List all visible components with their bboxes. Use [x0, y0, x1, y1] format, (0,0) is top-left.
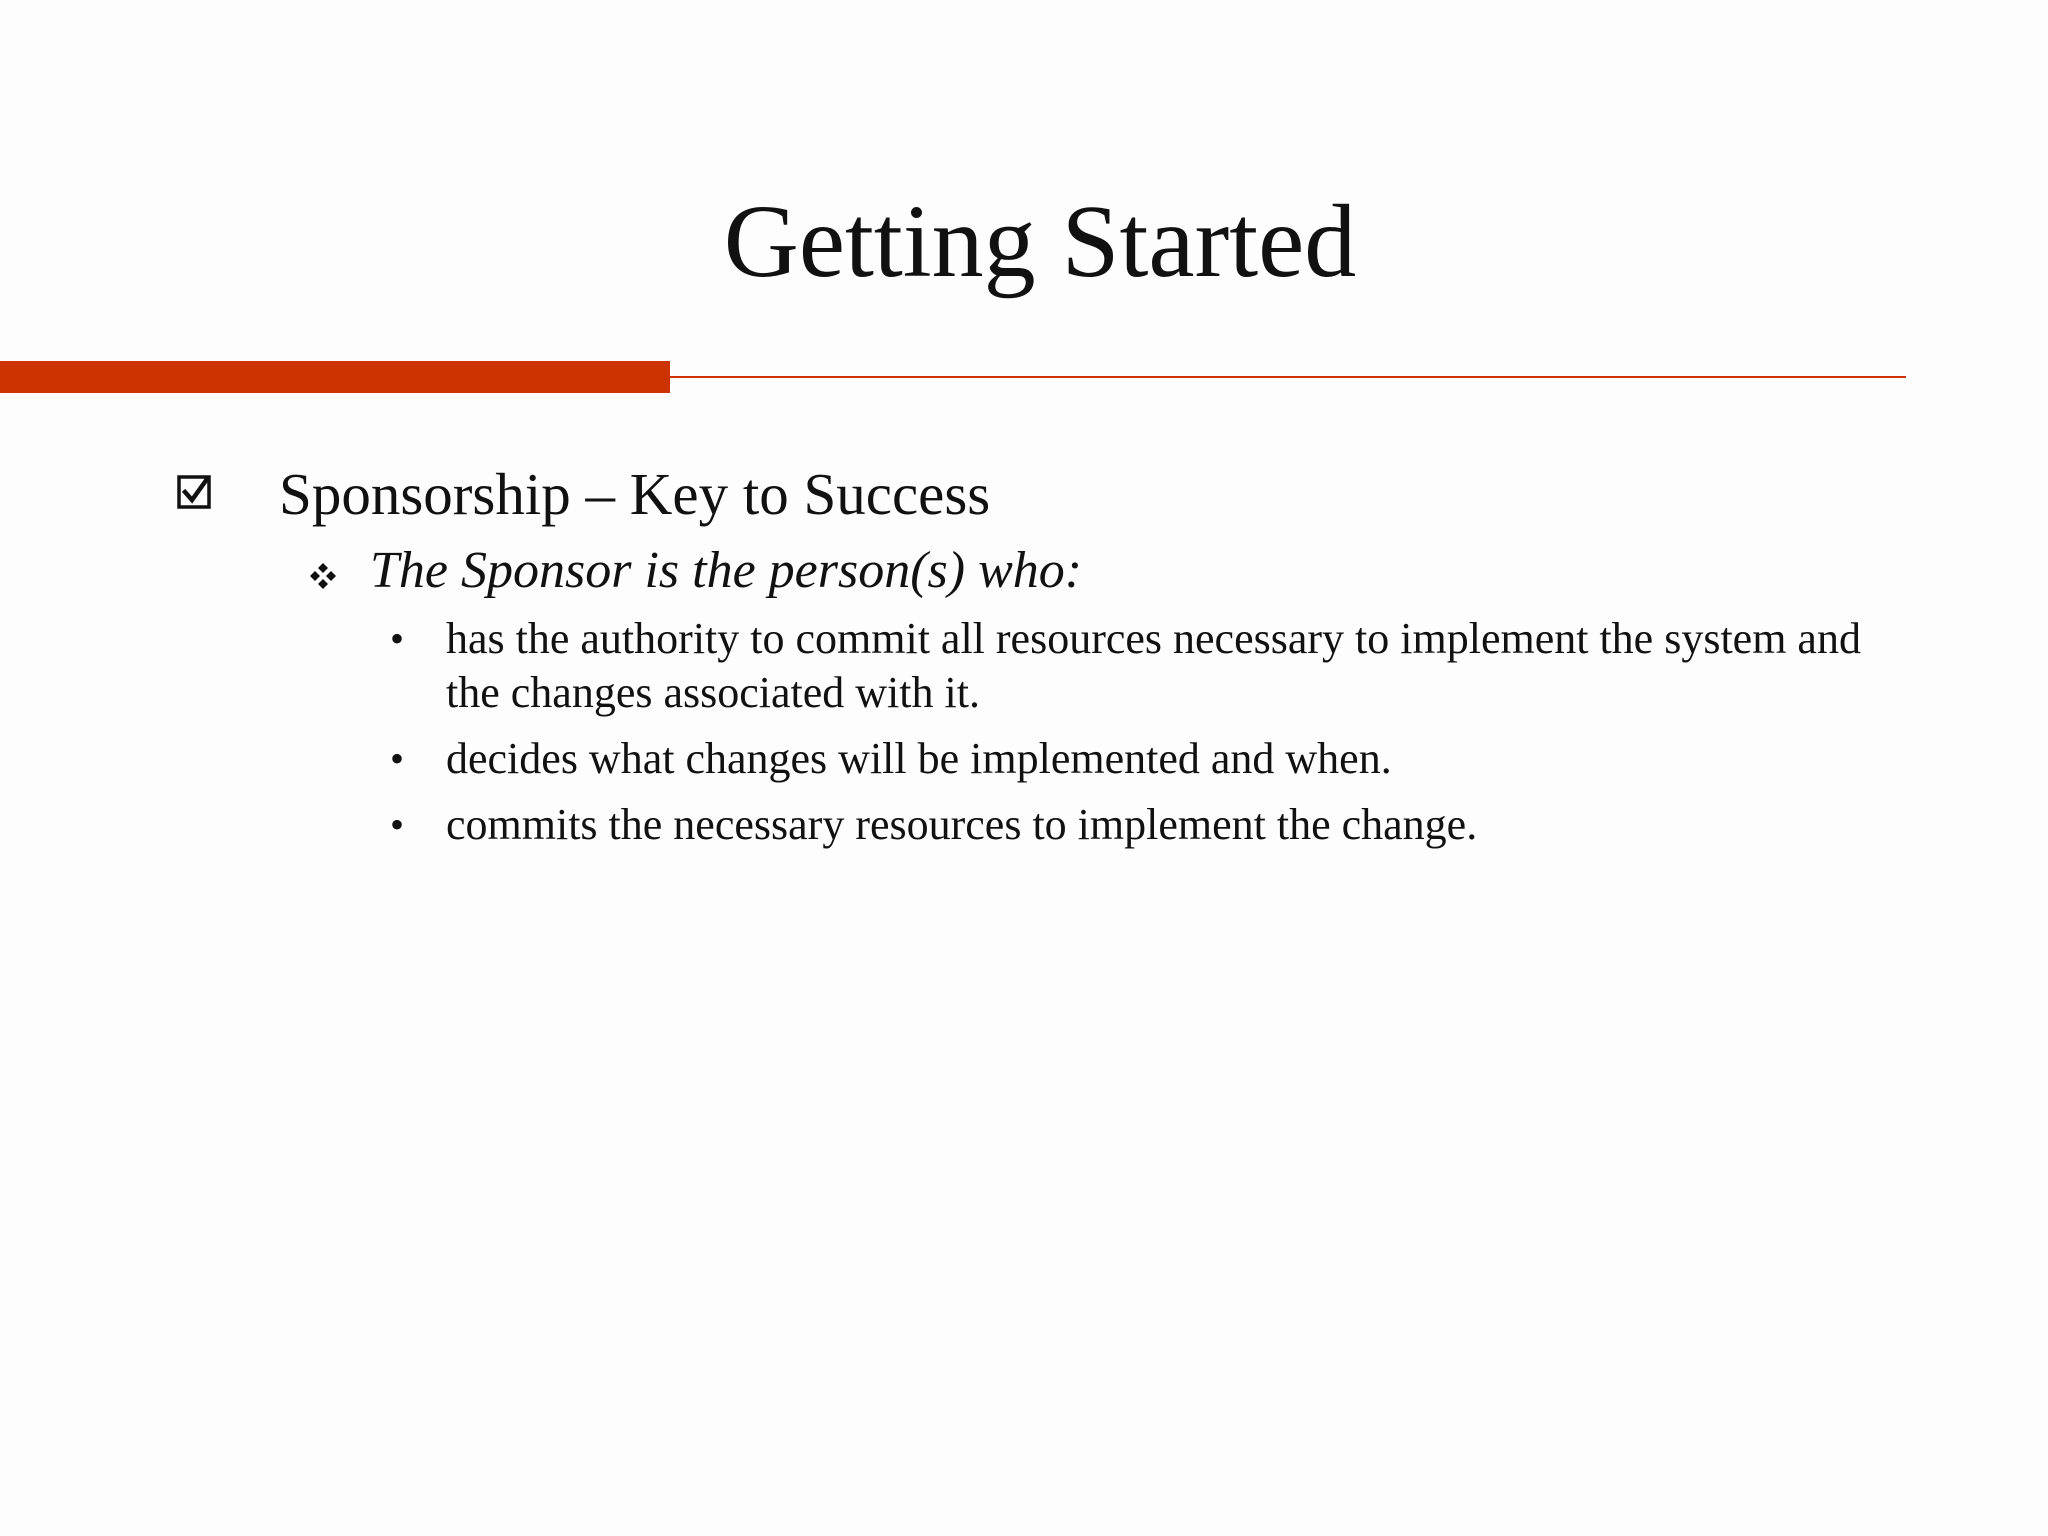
title-underline-thin [670, 376, 1906, 378]
list-item [390, 732, 1890, 786]
bullet-level2-text: The Sponsor is the person(s) who: [370, 542, 1083, 599]
diamond-bullet-icon [308, 561, 338, 591]
list-item-text: has the authority to commit all resources necessary to implement the system and the changes associated with it. [446, 614, 1861, 717]
bullet-dot: • [390, 802, 405, 847]
list-item-text: commits the necessary resources to implement the change. [446, 800, 1478, 849]
title-underline-thick [0, 361, 670, 393]
bullet-dot: • [390, 616, 405, 661]
bullet-dot: • [390, 736, 405, 781]
sponsor-duties-list [390, 612, 1890, 864]
list-item [390, 798, 1890, 852]
list-item [390, 612, 1890, 720]
bullet-level1-text: Sponsorship – Key to Success [279, 461, 991, 527]
checked-box-icon [176, 474, 212, 510]
slide-title: Getting Started [723, 184, 1357, 299]
list-item-text: decides what changes will be implemented and when. [446, 734, 1392, 783]
